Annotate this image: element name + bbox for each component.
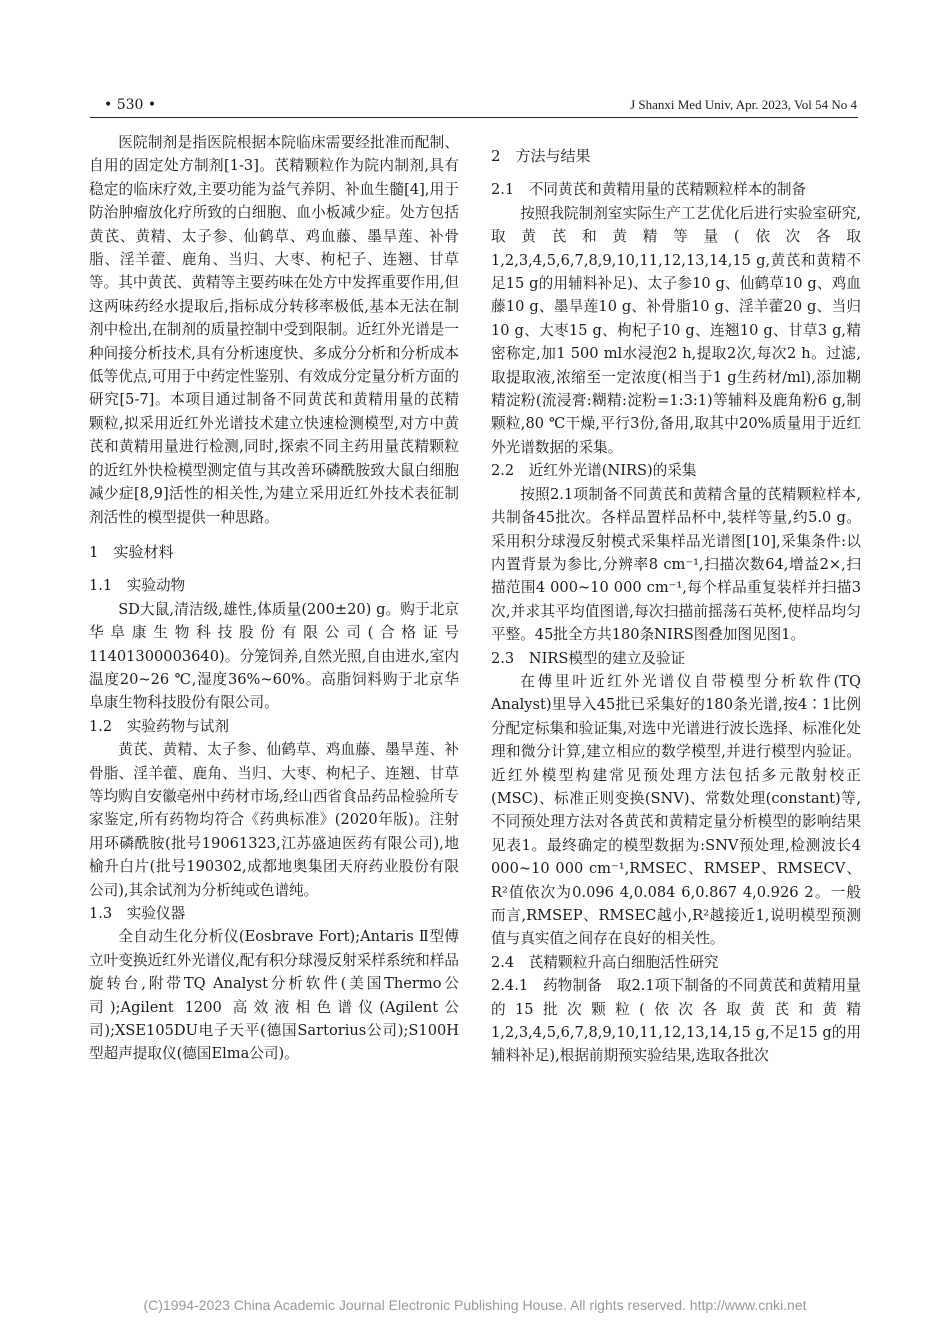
section-2-4-heading: 2.4 芪精颗粒升高白细胞活性研究	[491, 953, 719, 971]
page-number: • 530 •	[104, 97, 157, 113]
section-1-2-text: 黄芪、黄精、太子参、仙鹤草、鸡血藤、墨旱莲、补骨脂、淫羊藿、鹿角、当归、大枣、枸杞子、连翘、甘草等均购自安徽亳州中药材市场,经山西省食品药品检验所专家鉴定,所有药物均符合《药典标准》(2020年版)。注射用环磷酰胺(批号19061323,江苏盛迪医药有限公司),地榆升白片(批号190302,成都地奥集团天府药业股份有限公司),其余试剂为分析纯或色谱纯。	[89, 741, 459, 899]
journal-citation: J Shanxi Med Univ, Apr. 2023, Vol 54 No 4	[630, 97, 857, 112]
intro-paragraph: 医院制剂是指医院根据本院临床需要经批准而配制、自用的固定处方制剂[1-3]。芪精颗粒作为院内制剂,具有稳定的临床疗效,主要功能为益气养阴、补血生髓[4],用于防治肿瘤放化疗所致的白细胞、血小板减少症。处方包括黄芪、黄精、太子参、仙鹤草、鸡血藤、墨旱莲、补骨脂、淫羊藿、鹿角、当归、大枣、枸杞子、连翘、甘草等。其中黄芪、黄精等主要药味在处方中发挥重要作用,但这两味药经水提取后,指标成分转移率极低,基本无法在制剂中检出,在制剂的质量控制中受到限制。近红外光谱是一种间接分析技术,具有分析速度快、多成分分析和分析成本低等优点,可用于中药定性鉴别、有效成分定量分析方面的研究[5-7]。本项目通过制备不同黄芪和黄精用量的芪精颗粒,拟采用近红外光谱技术建立快速检测模型,对方中黄芪和黄精用量进行检测,同时,探索不同主药用量芪精颗粒的近红外快检模型测定值与其改善环磷酰胺致大鼠白细胞减少症[8,9]活性的相关性,为建立采用近红外技术表征制剂活性的模型提供一种思路。	[89, 134, 459, 526]
left-column	[89, 131, 459, 1066]
section-2-3-heading: 2.3 NIRS模型的建立及验证	[491, 649, 686, 667]
section-2-2-text: 按照2.1项制备不同黄芪和黄精含量的芪精颗粒样本,共制备45批次。各样品置样品杯中,装样等量,约5.0 g。采用积分球漫反射模式采集样品光谱图[10],采集条件:以内置背景为参比,分辨率8 cm⁻¹,扫描次数64,增益2×,扫描范围4 000~10 000 cm⁻¹,每个样品重复装样并扫描3次,并求其平均值图谱,每次扫描前摇荡石英杯,使样品均匀平整。45批全方共180条NIRS图叠加图见图1。	[491, 485, 861, 644]
section-1-heading: 1 实验材料	[89, 542, 174, 561]
section-2-1-heading: 2.1 不同黄芪和黄精用量的芪精颗粒样本的制备	[491, 181, 807, 199]
section-1-3-heading: 1.3 实验仪器	[89, 905, 186, 922]
section-2-3-text: 在傅里叶近红外光谱仪自带模型分析软件(TQ Analyst)里导入45批已采集好的180条光谱,按4∶1比例分配定标集和验证集,对选中光谱进行波长选择、标准化处理和微分计算,建立相应的数学模型,并进行模型内验证。近红外模型构建常见预处理方法包括多元散射校正(MSC)、标准正则变换(SNV)、常数处理(constant)等,不同预处理方法对各黄芪和黄精定量分析模型的影响结果见表1。最终确定的模型数据为:SNV预处理,检测波长4 000~10 000 cm⁻¹,RMSEC、RMSEP、RMSECV、R²值依次为0.096 4,0.084 6,0.867 4,0.926 2。一般而言,RMSEP、RMSEC越小,R²越接近1,说明模型预测值与真实值之间存在良好的相关性。	[491, 672, 861, 948]
section-1-1-heading: 1.1 实验动物	[89, 577, 186, 595]
section-2-2-heading: 2.2 近红外光谱(NIRS)的采集	[491, 462, 697, 480]
section-2-heading: 2 方法与结果	[491, 147, 591, 165]
section-2-1-text: 按照我院制剂室实际生产工艺优化后进行实验室研究,取黄芪和黄精等量(依次各取1,2,3,4,5,6,7,8,9,10,11,12,13,14,15 g,黄芪和黄精不足15 g的用辅料补足)、太子参10 g、仙鹤草10 g、鸡血藤10 g、墨旱莲10 g、补骨脂10 g、淫羊藿20 g、当归10 g、大枣15 g、枸杞子10 g、连翘10 g、甘草3 g,精密称定,加1 500 ml水浸泡2 h,提取2次,每次2 h。过滤,取提取液,浓缩至一定浓度(相当于1 g生药材/ml),添加糊精淀粉(流浸膏:糊精:淀粉=1:3:1)等辅料及鹿角粉6 g,制颗粒,80 ℃干燥,平行3份,备用,取其中20%质量用于近红外光谱数据的采集。	[491, 204, 861, 456]
header-rule	[90, 117, 858, 118]
section-1-2-heading: 1.2 实验药物与试剂	[89, 717, 229, 735]
section-1-1-text: SD大鼠,清洁级,雄性,体质量(200±20) g。购于北京华阜康生物科技股份有限公司(合格证号11401300003640)。分笼饲养,自然光照,自由进水,室内温度20~26 ℃,湿度36%~60%。高脂饲料购于北京华阜康生物科技股份有限公司。	[89, 600, 459, 712]
right-column	[491, 131, 861, 1068]
section-2-4-1-text: 2.4.1 药物制备 取2.1项下制备的不同黄芪和黄精用量的15批次颗粒(依次各取黄芪和黄精1,2,3,4,5,6,7,8,9,10,11,12,13,14,15 g,不足15 g的用辅料补足),根据前期预实验结果,选取各批次	[491, 977, 861, 1065]
copyright-footer: (C)1994-2023 China Academic Journal Electronic Publishing House. All rights reserved. http://www.cnki.net	[143, 1297, 807, 1313]
section-1-3-text: 全自动生化分析仪(Eosbrave Fort);Antaris Ⅱ型傅立叶变换近红外光谱仪,配有积分球漫反射采样系统和样品旋转台,附带TQ Analyst分析软件(美国Thermo公司);Agilent 1200 高效液相色谱仪(Agilent公司);XSE105DU电子天平(德国Sartorius公司);S100H型超声提取仪(德国Elma公司)。	[89, 928, 459, 1063]
